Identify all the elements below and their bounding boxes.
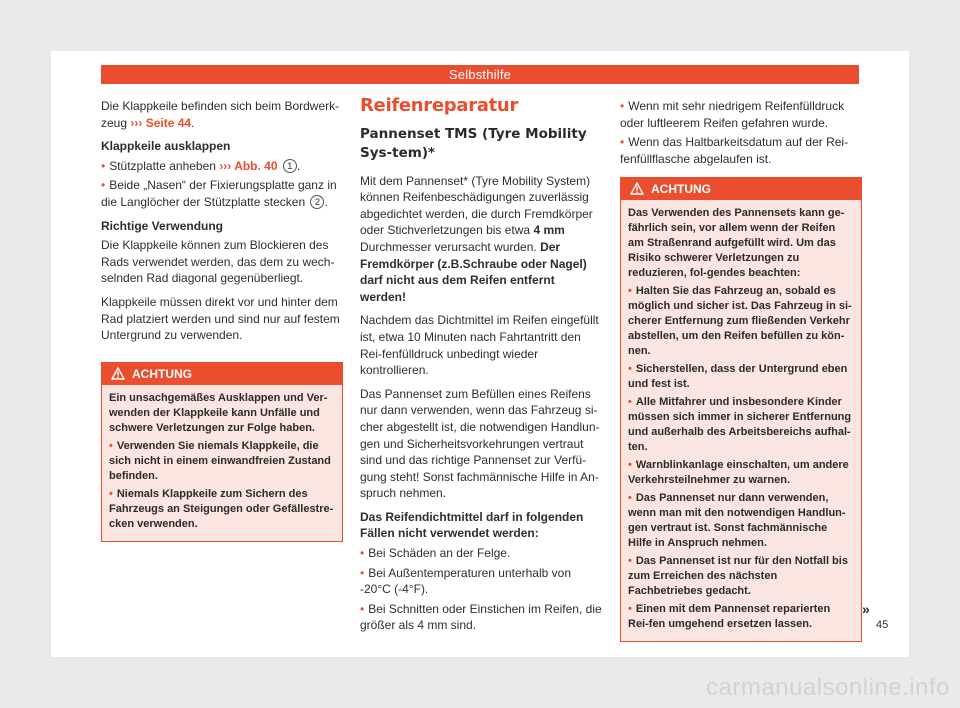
body-paragraph: Nachdem das Dichtmittel im Reifen eingefüllt ist, etwa 10 Minuten nach Fahrtantritt den Rei-fenfülldruck unbedingt wieder kontrollieren. [360,313,599,378]
list-item: • Bei Schnitten oder Einstichen im Reifen, die größer als 4 mm sind. [360,601,602,633]
section-heading-restrictions: Das Reifendichtmittel darf in folgenden Fällen nicht verwendet werden: [360,509,584,541]
bullet-icon: • [628,603,632,615]
list-item: • Alle Mitfahrer und insbesondere Kinder müssen sich immer in sicherer Entfernung und außerhalb des Arbeitsbereichs aufhal-ten. [628,396,852,453]
bullet-icon: • [360,546,365,561]
section-header: Selbsthilfe [101,65,859,84]
list-item: • Wenn das Haltbarkeitsdatum auf der Rei-fenfüllflasche abgelaufen ist. [620,135,849,166]
intro-paragraph: Die Klappkeile befinden sich beim Bordwerk-zeug ››› Seite 44. [101,99,340,130]
list-item: • Das Pannenset ist nur für den Notfall bis zum Erreichen des nächsten Fachbetriebes gedacht. [628,555,848,597]
section-heading-usage: Richtige Verwendung [101,218,224,233]
subsection-title: Pannenset TMS (Tyre Mobility Sys-tem)* [360,125,587,161]
warning-intro: Das Verwenden des Pannensets kann ge-fährlich sein, vor allem wenn der Reifen am Straßenrand aufgefüllt wird. Um das Risiko schwerer Verletzungen zu reduzieren, fol-gendes beachten: [628,207,845,279]
list-item: • Halten Sie das Fahrzeug an, sobald es möglich und sicher ist. Das Fahrzeug in si-cherer Entfernung zum fließenden Verkehr abstellen, um den Reifen befüllen zu kön-nen. [628,285,852,357]
body-paragraph: Mit dem Pannenset* (Tyre Mobility System) können Reifenbeschädigungen zuverlässig abgedichtet werden, die durch Fremdkörper oder Stichverletzungen bis etwa 4 mm Durchmesser verursacht wurden. Der Fremdkörper (z.B.Schraube oder Nagel) darf nicht aus dem Reifen entfernt werden! [360,173,593,304]
warning-header: ACHTUNG [621,178,861,200]
bullet-icon: • [620,99,625,113]
page-number: 45 [876,619,889,631]
figure-reference-link[interactable]: ››› Abb. 40 [219,158,278,173]
warning-intro: Ein unsachgemäßes Ausklappen und Ver-wenden der Klappkeile kann Unfälle und schwere Verletzungen zur Folge haben. [109,392,328,434]
body-paragraph: Klappkeile müssen direkt vor und hinter dem Rad platziert werden und sind nur auf festem Untergrund zu verwenden. [101,294,340,343]
bullet-icon: • [628,285,632,297]
list-item: • Wenn mit sehr niedrigem Reifenfülldruck oder luftleerem Reifen gefahren wurde. [620,99,845,130]
warning-body [102,385,342,541]
warning-triangle-icon [111,367,125,380]
body-paragraph: Das Pannenset zum Befüllen eines Reifens nur dann verwenden, wenn das Fahrzeug si-cher abgestellt ist, die notwendigen Handlun-gen und Sicherheitsvorkehrungen vertraut sind und das richtige Pannenset zur Verfü-gung steht! Sonst fachmännische Hilfe in An-spruch nehmen. [360,386,600,501]
list-item: • Niemals Klappkeile zum Sichern des Fahrzeugs an Steigungen oder Gefällestre-cken verwenden. [109,488,334,530]
body-paragraph: Die Klappkeile können zum Blockieren des Rads verwendet werden, das dem zu wech-selnden Rad diagonal gegenüberliegt. [101,238,335,286]
list-item: • Das Pannenset nur dann verwenden, wenn man mit den notwendigen Handlun-gen vertraut ist. Sonst fachmännische Hilfe in Anspruch nehmen. [628,492,846,549]
bullet-icon: • [628,396,632,408]
right-column [620,98,860,170]
list-item: • Bei Schäden an der Felge. [360,546,511,561]
warning-box [101,362,343,542]
warning-triangle-icon [630,182,644,195]
bullet-icon: • [628,459,632,471]
section-heading-unfold: Klappkeile ausklappen [101,139,231,154]
warning-box [620,177,862,642]
callout-number: 1 [283,159,297,173]
bullet-icon: • [620,135,625,150]
page-title: Reifenreparatur [360,95,519,116]
bullet-icon: • [360,565,365,580]
bullet-icon: • [628,555,632,567]
bullet-icon: • [628,492,632,504]
list-item: • Verwenden Sie niemals Klappkeile, die sich nicht in einem einwandfreien Zustand befinden. [109,440,331,482]
bullet-icon: • [101,178,106,193]
warning-header: ACHTUNG [102,363,342,385]
page-reference-link[interactable]: ››› Seite 44 [130,115,192,130]
list-item: • Bei Außentemperaturen unterhalb von -20°C (-4°F). [360,565,572,597]
list-item: • Sicherstellen, dass der Untergrund eben und fest ist. [628,363,848,390]
list-item: • Einen mit dem Pannenset reparierten Rei-fen umgehend ersetzen lassen. [628,603,831,630]
watermark: carmanualsonline.info [706,674,950,701]
callout-number: 2 [310,195,324,209]
warning-body [621,200,861,641]
list-item: • Beide „Nasen“ der Fixierungsplatte ganz in die Langlöcher der Stützplatte stecken 2 . [101,178,337,209]
list-item: • Warnblinkanlage einschalten, um andere Verkehrsteilnehmer zu warnen. [628,459,849,486]
left-column [101,98,341,351]
bullet-icon: • [360,601,365,616]
list-item: • Stützplatte anheben ››› Abb. 40 1 . [101,158,301,173]
middle-column [360,95,602,637]
bullet-icon: • [628,363,632,375]
continue-mark: » [862,601,870,617]
bullet-icon: • [109,440,113,452]
bullet-icon: • [101,158,106,173]
bullet-icon: • [109,488,113,500]
